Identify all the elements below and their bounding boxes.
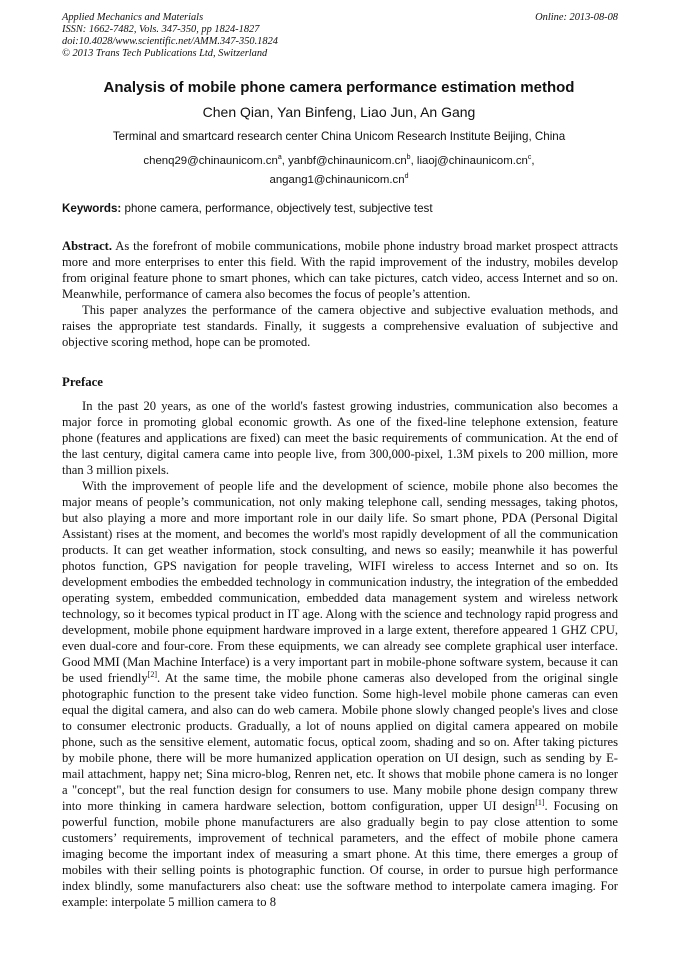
preface-text-2c: . Focusing on powerful function, mobile phone manufacturers are also gradually begin to pay close attention to some customers’ requirements, improvement of technical parameters, and the effect of mobile phone camera imaging become the important index of measuring a smart phone. At this time, there emerges a group of mobiles with their selling points is photographic function. Of course, in order to pursue high performance index blindly, some manufacturers also cheat: use the software method to interpolate camera imaging. For example: interpolate 5 million camera to 8 xyxy=(62,799,618,909)
email-2-marker: b xyxy=(406,154,411,161)
abstract-section xyxy=(62,238,618,350)
email-4: angang1@chinaunicom.cn xyxy=(269,173,405,186)
preface-paragraph-2 xyxy=(62,478,618,910)
preface-paragraph-1: In the past 20 years, as one of the world's fastest growing industries, communication also becomes a major force in promoting global economic growth. As one of the fixed-line telephone extension, feature phone (features and applications are fixed) can meet the basic requirements of communication. At the end of the last century, digital camera came into people live, from 300,000-pixel, 1.3M pixels to 200 million, more than 3 million pixels. xyxy=(62,399,618,477)
email-1: chenq29@chinaunicom.cn xyxy=(143,154,278,167)
citation-1: [1] xyxy=(535,797,545,807)
citation-2: [2] xyxy=(147,669,157,679)
doi-line: doi:10.4028/www.scientific.net/AMM.347-350.1824 xyxy=(62,36,278,47)
journal-name: Applied Mechanics and Materials xyxy=(62,12,204,23)
preface-text-2b: . At the same time, the mobile phone cameras also developed from the original single photographic function to the present take video function. Some high-level mobile phone cameras can even equal the digital camera, and also can do web camera. Mobile phone slowly changed people's lives and close to consumer electronic products. Gradually, a lot of nouns applied on digital camera appeared on mobile phone, such as the sensitive element, automatic focus, optical zoom, shading and so on. After taking pictures by mobile phone, there will be more humanized application operation on UI design, such as sending by E-mail attachment, happy net; Sina micro-blog, Renren net, etc. It shows that mobile phone camera is no longer a "concept", but the real function design for consumers to use. Many mobile phone design company threw into more thinking in camera hardware selection, bottom configuration, upper UI design xyxy=(62,671,619,813)
copyright-line: © 2013 Trans Tech Publications Ltd, Switzerland xyxy=(62,48,268,59)
abstract-paragraph-2: This paper analyzes the performance of the camera objective and subjective evaluation methods, and raises the appropriate test standards. Finally, it suggests a comprehensive evaluation of subjective and objective scoring method, hope can be promoted. xyxy=(62,303,618,349)
abstract-label: Abstract. xyxy=(62,239,113,253)
keywords-label: Keywords: xyxy=(62,202,122,215)
online-date: Online: 2013-08-08 xyxy=(535,12,618,23)
email-1-marker: a xyxy=(277,154,282,161)
paper-title: Analysis of mobile phone camera performance estimation method xyxy=(103,79,575,96)
author-emails: $chenq29@chinaunicom.cn^a$, $yanbf@chinaunicom.cn^b$, $liaoj@chinaunicom.cn^c$, $angang1@chinaunicom.cn^d$ xyxy=(143,154,535,186)
affiliation: Terminal and smartcard research center China Unicom Research Institute Beijing, China xyxy=(112,130,566,143)
keywords xyxy=(62,202,618,215)
keywords-text: phone camera, performance, objectively test, subjective test xyxy=(124,202,433,215)
email-3: liaoj@chinaunicom.cn xyxy=(416,154,528,167)
email-2: yanbf@chinaunicom.cn xyxy=(288,154,407,167)
email-3-marker: c xyxy=(527,154,532,161)
section-heading-preface: Preface xyxy=(62,375,103,389)
abstract-paragraph-1 xyxy=(62,238,618,302)
issn-line: ISSN: 1662-7482, Vols. 347-350, pp 1824-1827 xyxy=(62,24,260,35)
preface-section xyxy=(62,398,618,910)
email-4-marker: d xyxy=(404,172,409,180)
preface-text-2a: With the improvement of people life and the development of science, mobile phone also becomes the major means of people’s communication, not only making telephone call, sending messages, taking photos, but also playing a more and more important role in our daily life. So smart phone, PDA (Personal Digital Assistant) rises at the moment, and becomes the world's most rapidly development of all the communication products. It can get weather information, stock consulting, and news so easily; meanwhile it has powerful photos function, GPS navigation for people traveling, WIFI wireless to access Internet and so on. Its development embodies the embedded technology in communication industry, the integration of the embedded operating system, embedded communication, embedded data management system and wireless network technology, so it becomes typical product in IT age. Along with the science and technology rapid progress and development, mobile phone equipment hardware improved in a large extent, therefore appeared 1 GHZ CPU, even dual-core and four-core. From these equipments, we can already see complete graphical user interface. Good MMI (Man Machine Interface) is a very important part in mobile-phone software system, because it can be used friendly xyxy=(62,479,618,685)
abstract-text-1: As the forefront of mobile communications, mobile phone industry broad market prospect attracts more and more enterprises to enter this field. With the rapid improvement of the industry, mobiles develop from original feature phone to smart phones, which can take pictures, catch video, access Internet and so on. Meanwhile, performance of camera also becomes the focus of people’s attention. xyxy=(62,239,618,301)
journal-header xyxy=(62,12,618,60)
author-list: Chen Qian, Yan Binfeng, Liao Jun, An Gang xyxy=(202,104,476,120)
